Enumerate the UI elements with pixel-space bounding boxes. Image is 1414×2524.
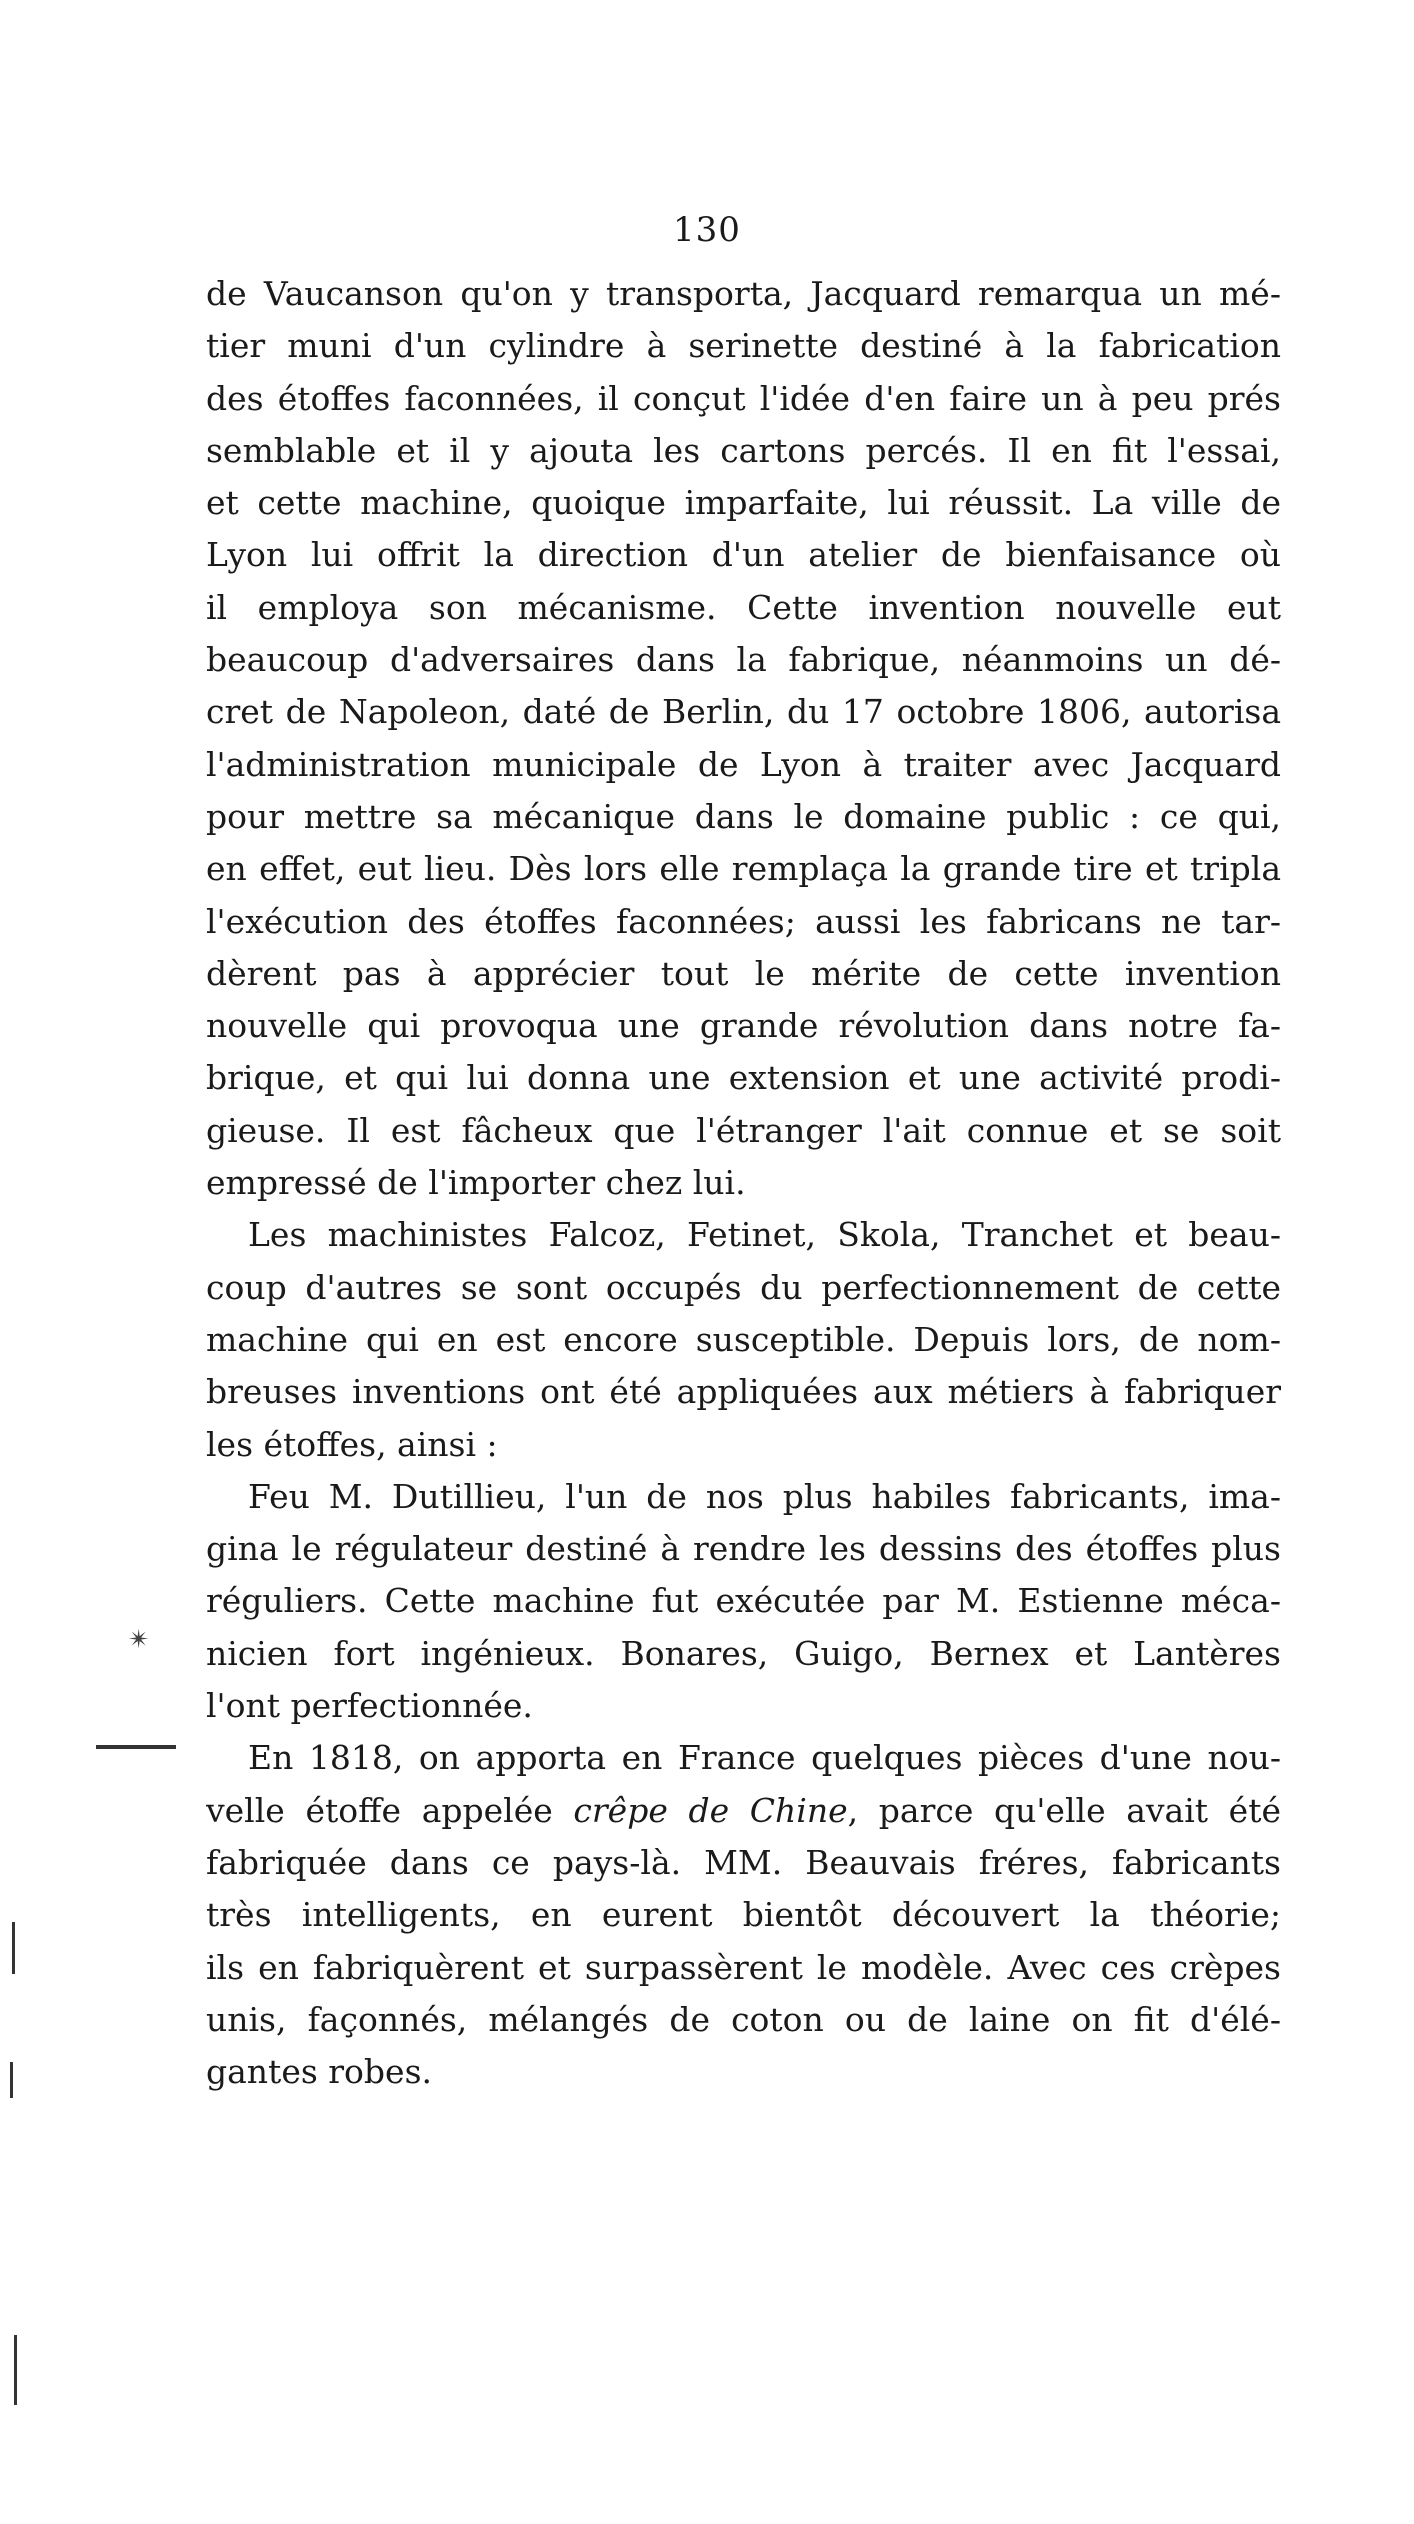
italic-term: crêpe de Chine [573,1790,848,1830]
paragraph-3 [206,1471,1281,1732]
text-line: cret de Napoleon, daté de Berlin, du 17 octobre 1806, autorisa [206,692,1281,732]
text-line: nouvelle qui provoqua une grande révolution dans notre fa- [206,1006,1281,1046]
page-number: 130 [673,210,741,250]
text-line: unis, façonnés, mélangés de coton ou de laine on fit d'élé- [206,1999,1281,2039]
text-line: empressé de l'importer chez lui. [206,1163,746,1203]
text-line: nicien fort ingénieux. Bonares, Guigo, Bernex et Lantères [206,1633,1281,1673]
text-line: gieuse. Il est fâcheux que l'étranger l'ait connue et se soit [206,1110,1281,1150]
paragraph-1 [206,268,1281,1209]
text-line: beaucoup d'adversaires dans la fabrique, néanmoins un dé- [206,640,1281,680]
margin-bar-mark [12,1922,15,1974]
text-line: des étoffes faconnées, il conçut l'idée d'en faire un à peu prés [206,378,1281,418]
text-line: réguliers. Cette machine fut exécutée par M. Estienne méca- [206,1581,1281,1621]
text-line: et cette machine, quoique imparfaite, lui réussit. La ville de [206,483,1281,523]
text-line: les étoffes, ainsi : [206,1424,498,1464]
text-line: gina le régulateur destiné à rendre les dessins des étoffes plus [206,1529,1281,1569]
text-line: ils en fabriquèrent et surpassèrent le modèle. Avec ces crèpes [206,1947,1281,1987]
text-line: pour mettre sa mécanique dans le domaine public : ce qui, [206,796,1281,836]
text-line: Feu M. Dutillieu, l'un de nos plus habiles fabricants, ima- [248,1476,1281,1516]
text-line: l'administration municipale de Lyon à traiter avec Jacquard [206,744,1281,784]
text-line: Les machinistes Falcoz, Fetinet, Skola, Tranchet et beau- [248,1215,1281,1255]
text-line: très intelligents, en eurent bientôt découvert la théorie; [206,1895,1281,1935]
text-line: dèrent pas à apprécier tout le mérite de cette invention [206,953,1281,993]
body-text [206,268,1281,2098]
text-line: breuses inventions ont été appliquées aux métiers à fabriquer [206,1372,1281,1412]
text-line: brique, et qui lui donna une extension et une activité prodi- [206,1058,1281,1098]
text-line: semblable et il y ajouta les cartons percés. Il en fit l'essai, [206,430,1281,470]
text-line: tier muni d'un cylindre à serinette destiné à la fabrication [206,326,1281,366]
text-line: En 1818, on apporta en France quelques pièces d'une nou- [248,1738,1281,1778]
text-run: , parce qu'elle avait été [847,1790,1281,1830]
text-line: il employa son mécanisme. Cette invention nouvelle eut [206,587,1281,627]
margin-dash-mark [96,1745,176,1749]
paragraph-2 [206,1209,1281,1470]
text-line: en effet, eut lieu. Dès lors elle remplaça la grande tire et tripla [206,849,1281,889]
margin-bar-mark [10,2062,13,2098]
text-line: Lyon lui offrit la direction d'un atelier de bienfaisance où [206,535,1281,575]
margin-bar-mark [14,2335,17,2405]
text-run: velle étoffe appelée [206,1790,574,1830]
text-line: l'ont perfectionnée. [206,1686,533,1726]
paragraph-4 [206,1732,1281,2098]
text-line: gantes robes. [206,2052,432,2092]
margin-asterisk-mark: ✴ [128,1625,150,1655]
text-line: l'exécution des étoffes faconnées; aussi les fabricans ne tar- [206,901,1281,941]
text-line-mixed [206,1785,1281,1837]
text-line: coup d'autres se sont occupés du perfectionnement de cette [206,1267,1281,1307]
text-line: machine qui en est encore susceptible. Depuis lors, de nom- [206,1319,1281,1359]
text-line: de Vaucanson qu'on y transporta, Jacquard remarqua un mé- [206,274,1281,313]
text-line: fabriquée dans ce pays-là. MM. Beauvais fréres, fabricants [206,1842,1281,1882]
